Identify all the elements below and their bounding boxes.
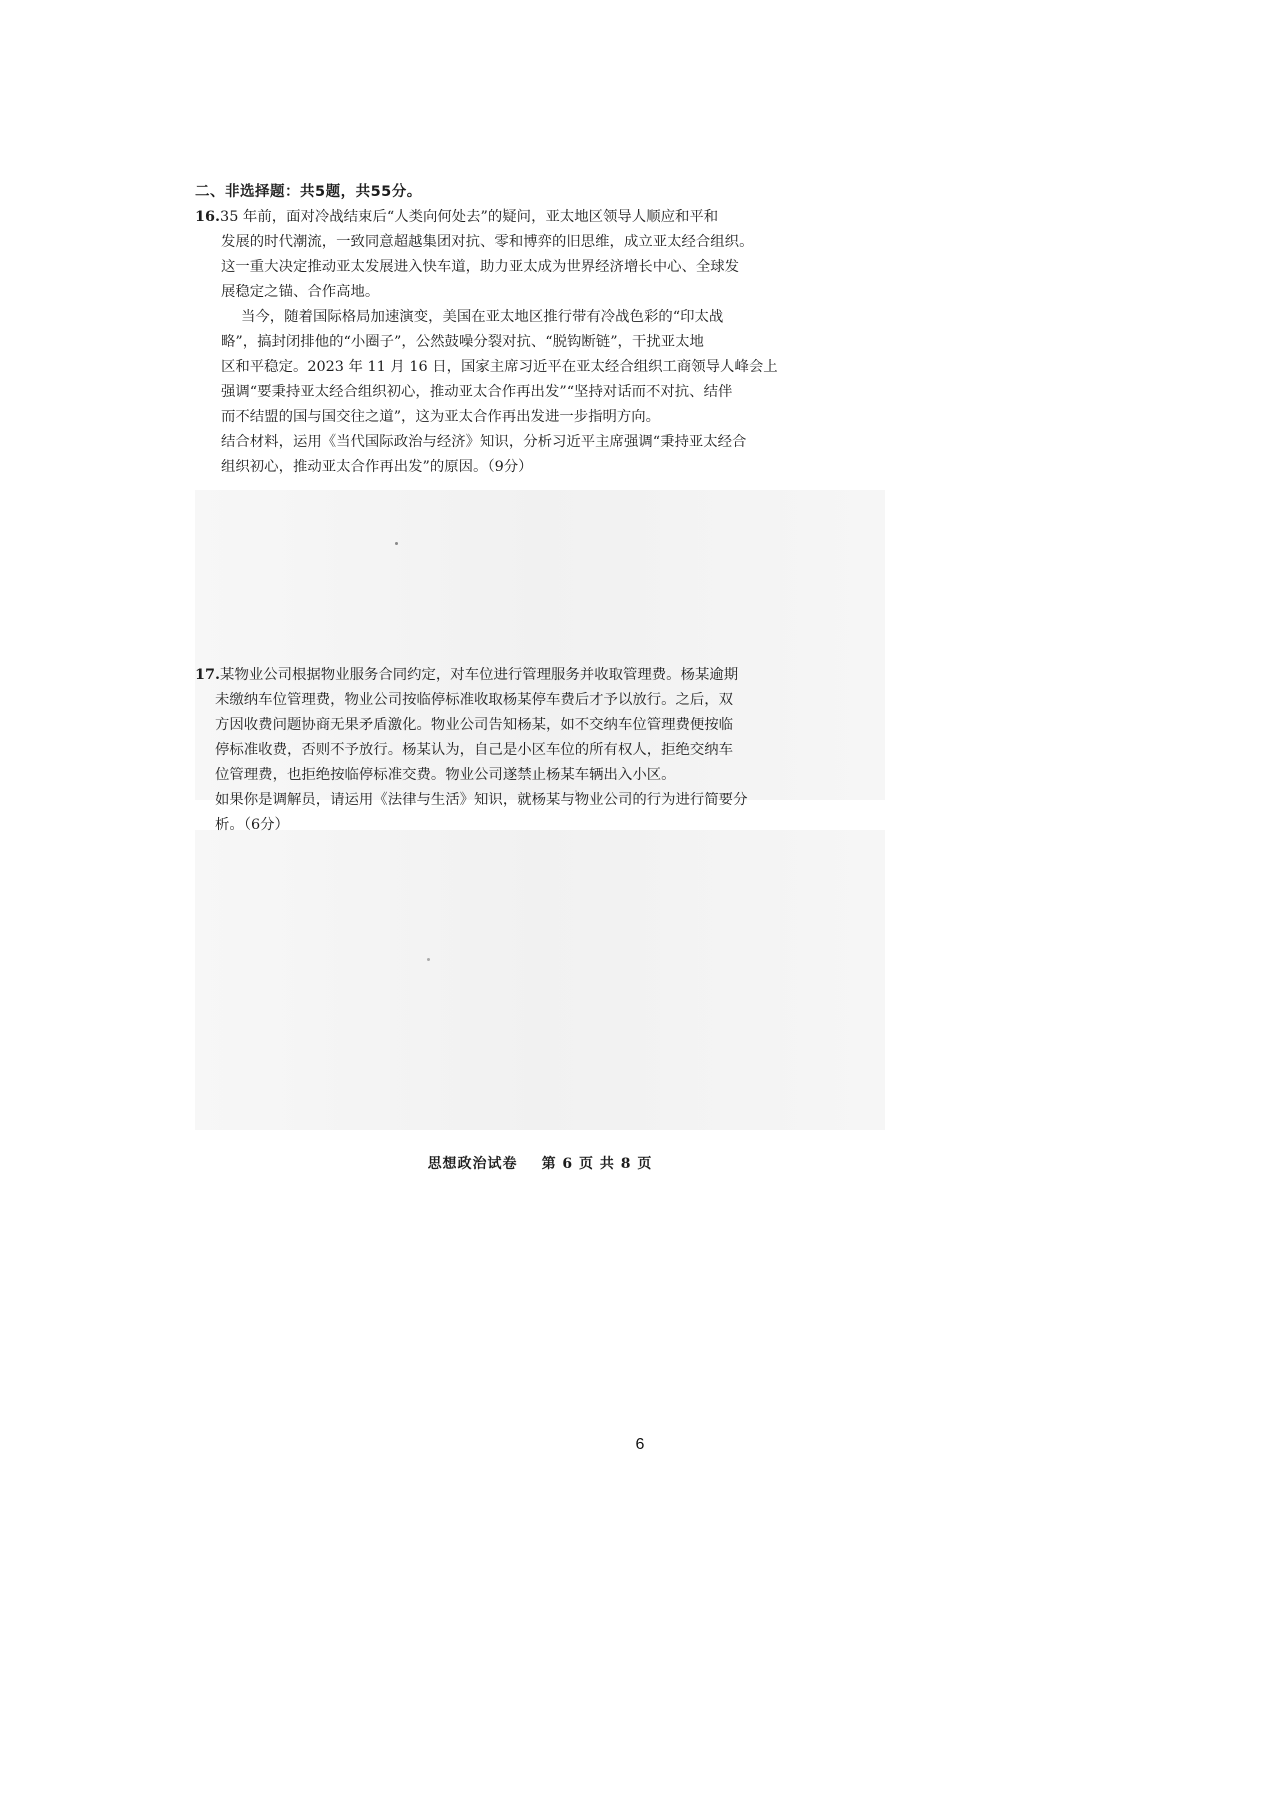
scan-speck <box>427 958 430 961</box>
section-heading: 二、非选择题：共5题，共55分。 <box>195 184 422 200</box>
q17-line-5: 位管理费，也拒绝按临停标准交费。物业公司遂禁止杨某车辆出入小区。 <box>215 767 676 783</box>
footer-subject: 思想政治试卷 <box>427 1156 518 1172</box>
scan-shading-lower <box>195 830 885 1130</box>
q17-number: 17. <box>195 666 221 683</box>
scan-speck <box>575 790 577 792</box>
q17-task-line-1: 如果你是调解员，请运用《法律与生活》知识，就杨某与物业公司的行为进行简要分 <box>215 792 748 808</box>
q17-task-line-2: 析。（6分） <box>215 817 289 833</box>
q16-line-6: 略”，搞封闭排他的“小圈子”，公然鼓噪分裂对抗、“脱钩断链”，干扰亚太地 <box>221 334 704 350</box>
q16-line-7: 区和平稳定。2023 年 11 月 16 日，国家主席习近平在亚太经合组织工商领导人峰会上 <box>221 359 778 375</box>
q16-number: 16. <box>195 208 221 225</box>
q16-line-5: 当今，随着国际格局加速演变，美国在亚太地区推行带有冷战色彩的“印太战 <box>241 309 724 325</box>
q17-line-2: 未缴纳车位管理费，物业公司按临停标准收取杨某停车费后才予以放行。之后，双 <box>215 692 734 708</box>
q17-line-1: 17.某物业公司根据物业服务合同约定，对车位进行管理服务并收取管理费。杨某逾期 <box>195 666 739 683</box>
q17-line-4: 停标准收费，否则不予放行。杨某认为，自己是小区车位的所有权人，拒绝交纳车 <box>215 742 734 758</box>
scan-speck <box>395 542 398 545</box>
scanned-exam-page <box>195 150 885 1172</box>
q16-task-line-2: 组织初心，推动亚太合作再出发”的原因。（9分） <box>221 459 533 475</box>
q16-line-9: 而不结盟的国与国交往之道”，这为亚太合作再出发进一步指明方向。 <box>221 409 661 425</box>
question-16 <box>195 204 857 480</box>
page-number: 6 <box>635 1436 645 1453</box>
q16-line-1: 16.35 年前，面对冷战结束后“人类向何处去”的疑问，亚太地区领导人顺应和平和 <box>195 208 719 225</box>
q16-task-line-1: 结合材料，运用《当代国际政治与经济》知识，分析习近平主席强调“秉持亚太经合 <box>221 434 747 450</box>
q16-line-4: 展稳定之锚、合作高地。 <box>221 284 380 300</box>
exam-footer <box>195 1153 885 1173</box>
q16-line-2: 发展的时代潮流，一致同意超越集团对抗、零和博弈的旧思维，成立亚太经合组织。 <box>221 234 754 250</box>
question-17 <box>195 662 857 838</box>
q16-line-8: 强调“要秉持亚太经合组织初心，推动亚太合作再出发”“坚持对话而不对抗、结伴 <box>221 384 733 400</box>
q16-line-3: 这一重大决定推动亚太发展进入快车道，助力亚太成为世界经济增长中心、全球发 <box>221 259 740 275</box>
footer-page-info: 第 6 页 共 8 页 <box>541 1156 653 1172</box>
q17-line-3: 方因收费问题协商无果矛盾激化。物业公司告知杨某，如不交纳车位管理费便按临 <box>215 717 734 733</box>
